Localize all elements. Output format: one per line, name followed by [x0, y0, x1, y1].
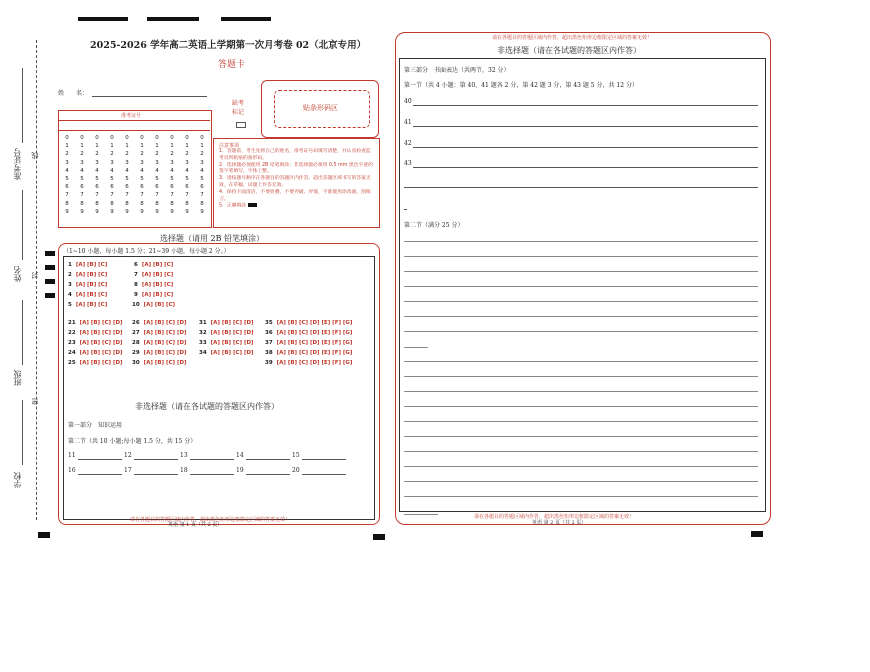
- blank-field[interactable]: [78, 474, 122, 475]
- warning-left: 请在各题目的答题区域内作答，超出黑色矩形边框限定区域的答案无效！: [130, 517, 291, 523]
- writing-line[interactable]: [404, 436, 758, 437]
- left-nonchoice-title: 非选择题（请在各试题的答题区内作答）: [135, 402, 279, 411]
- side-label-exam-no: 准考证号: [13, 148, 22, 180]
- blank-field[interactable]: [246, 474, 290, 475]
- choice-row[interactable]: 38 [A] [B] [C] [D] [E] [F] [G]: [265, 350, 353, 356]
- side-label-school: 学校: [13, 472, 22, 488]
- writing-line[interactable]: [404, 256, 758, 257]
- blank-field[interactable]: [134, 459, 178, 460]
- choice-row[interactable]: 3 [A] [B] [C]: [68, 282, 108, 288]
- position-marker: [45, 251, 55, 256]
- position-marker: [45, 265, 55, 270]
- notice-list: 1．答题前，考生先将自己的姓名，准考证号码填写清楚，并认真检查监考员所粘贴的条形码。 2．选择题必须使用 2B 铅笔填涂；非选择题必须用 0.5 mm 黑色字迹的签字笔填写，字体工整。 3．请按题号顺序在各题目的答题区内作答，超出答题区域书写的答案无效，在草稿，试题上作答无效。 4．保持卡面清洁，不要折叠，不要弄破、弄皱，不准使用涂改液，刮纸刀。 5．正确填涂: [219, 149, 373, 209]
- digit-column[interactable]: 0 1 2 3 4 5 6 7 8 9: [140, 135, 144, 215]
- blank-field[interactable]: [190, 474, 234, 475]
- choice-row[interactable]: 26 [A] [B] [C] [D]: [132, 320, 187, 326]
- choice-row[interactable]: 22 [A] [B] [C] [D]: [68, 330, 123, 336]
- digit-column[interactable]: 0 1 2 3 4 5 6 7 8 9: [65, 135, 69, 215]
- blank-number: 18: [180, 467, 188, 474]
- position-marker: [373, 534, 385, 540]
- writing-line[interactable]: [404, 451, 758, 452]
- top-mark: [78, 17, 128, 21]
- choice-row[interactable]: 29 [A] [B] [C] [D]: [132, 350, 187, 356]
- warning-right-bottom: 请在各题目的答题区域内作答，超出黑色矩形边框限定区域的答案无效！: [474, 514, 635, 520]
- choice-section-title: 选择题（请用 2B 铅笔填涂）: [160, 234, 265, 243]
- choice-row[interactable]: 9 [A] [B] [C]: [134, 292, 174, 298]
- side-line-mark: 线: [31, 152, 39, 159]
- choice-row[interactable]: 1 [A] [B] [C]: [68, 262, 108, 268]
- question-number: 43: [404, 160, 412, 167]
- answer-line[interactable]: [413, 105, 758, 106]
- writing-line[interactable]: [404, 286, 758, 287]
- barcode-area-label: 贴条形码区: [303, 104, 338, 112]
- page-title: 2025-2026 学年高二英语上学期第一次月考卷 02（北京专用）: [90, 40, 367, 51]
- choice-row[interactable]: 21 [A] [B] [C] [D]: [68, 320, 123, 326]
- writing-line[interactable]: [404, 406, 758, 407]
- part3-label: 第三部分 书面表达（共两节，32 分）: [404, 67, 510, 74]
- footer-right: 英语 第 2 页（共 2 页）: [532, 520, 587, 526]
- answer-line[interactable]: [413, 167, 758, 168]
- notice-title: 注意事项: [219, 143, 240, 149]
- name-field[interactable]: [92, 96, 207, 97]
- writing-line[interactable]: [404, 361, 758, 362]
- blank-number: 19: [236, 467, 244, 474]
- name-label: 姓 名：: [58, 90, 89, 97]
- choice-row[interactable]: 5 [A] [B] [C]: [68, 302, 108, 308]
- choice-row[interactable]: 8 [A] [B] [C]: [134, 282, 174, 288]
- side-dense-mark: 密: [31, 398, 39, 405]
- blank-field[interactable]: [246, 459, 290, 460]
- choice-row[interactable]: 23 [A] [B] [C] [D]: [68, 340, 123, 346]
- position-marker: [38, 532, 50, 538]
- digit-column[interactable]: 0 1 2 3 4 5 6 7 8 9: [110, 135, 114, 215]
- position-marker: [45, 279, 55, 284]
- blank-number: 13: [180, 452, 188, 459]
- blank-field[interactable]: [190, 459, 234, 460]
- blank-field[interactable]: [134, 474, 178, 475]
- choice-row[interactable]: 27 [A] [B] [C] [D]: [132, 330, 187, 336]
- side-field-line: [22, 300, 23, 365]
- writing-line[interactable]: [404, 331, 758, 332]
- choice-row[interactable]: 37 [A] [B] [C] [D] [E] [F] [G]: [265, 340, 353, 346]
- choice-row[interactable]: 2 [A] [B] [C]: [68, 272, 108, 278]
- answer-line[interactable]: [404, 187, 758, 188]
- right-section1-label: 第一节（共 4 小题：第 40、41 题各 2 分，第 42 题 3 分，第 43 题 5 分，共 12 分）: [404, 82, 638, 89]
- question-number: 41: [404, 119, 412, 126]
- blank-field[interactable]: [302, 474, 346, 475]
- top-mark: [221, 17, 271, 21]
- exam-number-write-row[interactable]: [58, 120, 210, 131]
- writing-line[interactable]: [404, 271, 758, 272]
- side-field-line: [22, 190, 23, 260]
- writing-line[interactable]: [404, 301, 758, 302]
- answer-line[interactable]: [413, 147, 758, 148]
- choice-row[interactable]: 35 [A] [B] [C] [D] [E] [F] [G]: [265, 320, 353, 326]
- choice-row[interactable]: 30 [A] [B] [C] [D]: [132, 360, 187, 366]
- absent-mark-checkbox[interactable]: [236, 122, 246, 128]
- choice-row[interactable]: 34 [A] [B] [C] [D]: [199, 350, 254, 356]
- writing-line[interactable]: [404, 241, 758, 242]
- blank-number: 16: [68, 467, 76, 474]
- blank-field[interactable]: [78, 459, 122, 460]
- writing-line[interactable]: [404, 391, 758, 392]
- question-number: 40: [404, 98, 412, 105]
- position-marker: [45, 293, 55, 298]
- blank-number: 12: [124, 452, 132, 459]
- side-binding-line: [36, 40, 37, 520]
- choice-row[interactable]: 10 [A] [B] [C]: [132, 302, 176, 308]
- choice-row[interactable]: 28 [A] [B] [C] [D]: [132, 340, 187, 346]
- position-marker: [751, 531, 763, 537]
- digit-column[interactable]: 0 1 2 3 4 5 6 7 8 9: [125, 135, 129, 215]
- right-section2-label: 第二节（满分 25 分）: [404, 222, 464, 229]
- choice-row[interactable]: 39 [A] [B] [C] [D] [E] [F] [G]: [265, 360, 353, 366]
- choice-row[interactable]: 32 [A] [B] [C] [D]: [199, 330, 254, 336]
- page-subtitle: 答题卡: [218, 60, 246, 70]
- digit-column[interactable]: 0 1 2 3 4 5 6 7 8 9: [170, 135, 174, 215]
- writing-line[interactable]: [404, 466, 758, 467]
- choice-row[interactable]: 36 [A] [B] [C] [D] [E] [F] [G]: [265, 330, 353, 336]
- side-label-name: 姓名: [13, 266, 22, 282]
- choice-row[interactable]: 24 [A] [B] [C] [D]: [68, 350, 123, 356]
- writing-line[interactable]: [404, 481, 758, 482]
- answer-line[interactable]: [413, 126, 758, 127]
- blank-number: 14: [236, 452, 244, 459]
- exam-number-label: 准考证号: [121, 113, 142, 119]
- footer-left: 英语 第 1 页（共 2 页）: [168, 522, 223, 528]
- writing-line[interactable]: [404, 347, 428, 348]
- blank-number: 20: [292, 467, 300, 474]
- side-field-line: [22, 68, 23, 143]
- warning-right-top: 请在各题目的答题区域内作答，超出黑色矩形边框限定区域的答案无效！: [492, 35, 653, 41]
- choice-row[interactable]: 33 [A] [B] [C] [D]: [199, 340, 254, 346]
- top-mark: [147, 17, 199, 21]
- digit-column[interactable]: 0 1 2 3 4 5 6 7 8 9: [200, 135, 204, 215]
- choice-grid-box: [63, 256, 375, 520]
- writing-line[interactable]: [404, 496, 758, 497]
- side-field-line: [22, 400, 23, 465]
- writing-line[interactable]: [404, 376, 758, 377]
- choice-row[interactable]: 31 [A] [B] [C] [D]: [199, 320, 254, 326]
- choice-row[interactable]: 7 [A] [B] [C]: [134, 272, 174, 278]
- choice-row[interactable]: 25 [A] [B] [C] [D]: [68, 360, 123, 366]
- question-number: 42: [404, 140, 412, 147]
- blank-field[interactable]: [302, 459, 346, 460]
- digit-column[interactable]: 0 1 2 3 4 5 6 7 8 9: [185, 135, 189, 215]
- digit-column[interactable]: 0 1 2 3 4 5 6 7 8 9: [80, 135, 84, 215]
- short-line: [404, 209, 407, 210]
- blank-number: 15: [292, 452, 300, 459]
- blank-number: 17: [124, 467, 132, 474]
- side-label-class: 班级: [13, 370, 22, 386]
- digit-column[interactable]: 0 1 2 3 4 5 6 7 8 9: [155, 135, 159, 215]
- writing-line[interactable]: [404, 421, 758, 422]
- writing-line[interactable]: [404, 514, 438, 515]
- digit-column[interactable]: 0 1 2 3 4 5 6 7 8 9: [95, 135, 99, 215]
- section2-label: 第二节（共 10 小题;每小题 1.5 分，共 15 分）: [68, 438, 197, 445]
- writing-line[interactable]: [404, 316, 758, 317]
- choice-instructions: （1~10 小题，每小题 1.5 分；21~39 小题，每小题 2 分。）: [63, 248, 230, 255]
- right-panel-title: 非选择题（请在各试题的答题区内作答）: [497, 46, 641, 55]
- part1-label: 第一部分 知识运用: [68, 422, 123, 429]
- choice-row[interactable]: 6 [A] [B] [C]: [134, 262, 174, 268]
- blank-number: 11: [68, 452, 76, 459]
- side-seal-mark: 封: [31, 272, 39, 279]
- choice-row[interactable]: 4 [A] [B] [C]: [68, 292, 108, 298]
- absent-mark-label: 缺考 标记: [232, 100, 245, 116]
